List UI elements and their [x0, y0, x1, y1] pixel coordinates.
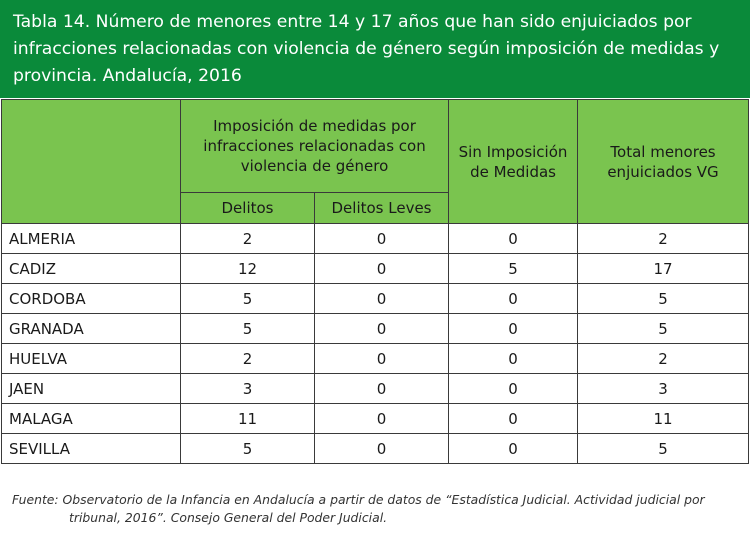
- cell-provincia: CORDOBA: [2, 284, 181, 314]
- header-imposicion-medidas: Imposición de medidas por infracciones relacionadas con violencia de género: [181, 100, 449, 193]
- cell-delitos-leves: 0: [315, 404, 449, 434]
- cell-sin-imposicion: 0: [449, 284, 578, 314]
- cell-provincia: SEVILLA: [2, 434, 181, 464]
- cell-delitos-leves: 0: [315, 254, 449, 284]
- table-row: [2, 254, 749, 284]
- cell-delitos: 11: [181, 404, 315, 434]
- cell-delitos-leves: 0: [315, 224, 449, 254]
- table-row: [2, 404, 749, 434]
- cell-delitos: 5: [181, 434, 315, 464]
- cell-provincia: GRANADA: [2, 314, 181, 344]
- cell-total: 3: [578, 374, 749, 404]
- table-row: [2, 284, 749, 314]
- table-row: [2, 344, 749, 374]
- cell-provincia: ALMERIA: [2, 224, 181, 254]
- cell-provincia: MALAGA: [2, 404, 181, 434]
- cell-delitos: 5: [181, 284, 315, 314]
- cell-sin-imposicion: 0: [449, 314, 578, 344]
- table-row: [2, 434, 749, 464]
- source-note: Fuente: Observatorio de la Infancia en Andalucía a partir de datos de “Estadística Judicial. Actividad judicial por tribunal, 2016”. Consejo General del Poder Judicial.: [12, 492, 705, 525]
- header-delitos: Delitos: [181, 193, 315, 224]
- cell-provincia: CADIZ: [2, 254, 181, 284]
- table-row: [2, 224, 749, 254]
- cell-delitos: 5: [181, 314, 315, 344]
- cell-sin-imposicion: 0: [449, 224, 578, 254]
- cell-delitos-leves: 0: [315, 284, 449, 314]
- header-sin-imposicion: Sin Imposición de Medidas: [449, 100, 578, 224]
- data-table-container: [1, 99, 749, 464]
- cell-delitos-leves: 0: [315, 374, 449, 404]
- header-delitos-leves: Delitos Leves: [315, 193, 449, 224]
- cell-sin-imposicion: 0: [449, 374, 578, 404]
- table-row: [2, 374, 749, 404]
- cell-total: 17: [578, 254, 749, 284]
- cell-provincia: JAEN: [2, 374, 181, 404]
- cell-delitos: 2: [181, 344, 315, 374]
- cell-sin-imposicion: 0: [449, 344, 578, 374]
- table-header: [2, 100, 749, 224]
- cell-delitos-leves: 0: [315, 314, 449, 344]
- header-total-menores: Total menores enjuiciados VG: [578, 100, 749, 224]
- cell-delitos-leves: 0: [315, 344, 449, 374]
- cell-delitos: 3: [181, 374, 315, 404]
- cell-delitos: 2: [181, 224, 315, 254]
- cell-total: 5: [578, 434, 749, 464]
- cell-sin-imposicion: 5: [449, 254, 578, 284]
- data-table: [1, 99, 749, 464]
- table-body: [2, 224, 749, 464]
- header-provincia-empty: [2, 100, 181, 224]
- cell-total: 2: [578, 344, 749, 374]
- cell-sin-imposicion: 0: [449, 404, 578, 434]
- cell-total: 2: [578, 224, 749, 254]
- cell-delitos-leves: 0: [315, 434, 449, 464]
- cell-delitos: 12: [181, 254, 315, 284]
- header-row-top: [2, 100, 749, 193]
- table-row: [2, 314, 749, 344]
- table-title: Tabla 14. Número de menores entre 14 y 17 años que han sido enjuiciados por infracciones relacionadas con violencia de género según imposición de medidas y provincia. Andalucía, 2016: [0, 0, 750, 98]
- cell-total: 5: [578, 284, 749, 314]
- cell-total: 5: [578, 314, 749, 344]
- cell-sin-imposicion: 0: [449, 434, 578, 464]
- cell-provincia: HUELVA: [2, 344, 181, 374]
- cell-total: 11: [578, 404, 749, 434]
